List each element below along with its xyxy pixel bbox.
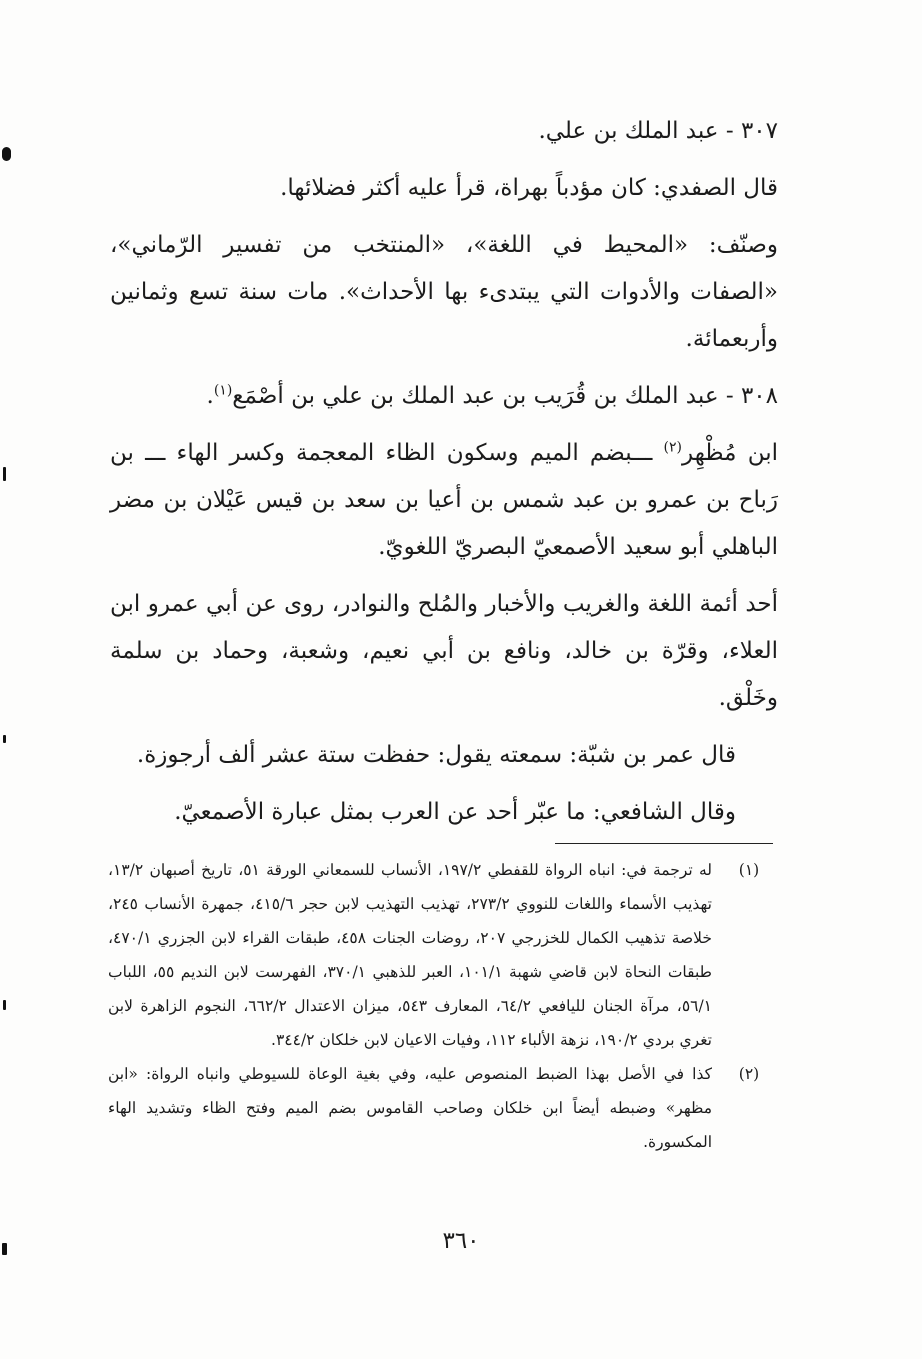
- main-text: [110, 108, 778, 836]
- paragraph-umar-quote: قال عمر بن شبّة: سمعته يقول: حفظت ستة عشر ألف أرجوزة.: [136, 742, 736, 768]
- footnote-number: (٢): [738, 1065, 760, 1083]
- scan-mark: [3, 467, 6, 481]
- scan-mark: [2, 1243, 7, 1255]
- entry-308-heading: [110, 373, 778, 420]
- footnote-2: [108, 1057, 774, 1159]
- paragraph-lineage: [110, 430, 778, 571]
- scan-mark: [2, 147, 11, 161]
- scan-mark: [3, 735, 6, 743]
- entry-307-heading: ٣٠٧ - عبد الملك بن علي.: [538, 118, 778, 144]
- paragraph-shafii-quote: وقال الشافعي: ما عبّر أحد عن العرب بمثل عبارة الأصمعيّ.: [174, 799, 736, 825]
- lineage-rest: ـــبضم الميم وسكون الظاء المعجمة وكسر الهاء ـــ بن رَباح بن عمرو بن عبد شمس بن أعيا بن سعد بن قيس عَيْلان بن مضر الباهلي أبو سعيد الأصمعيّ البصريّ اللغويّ.: [110, 440, 778, 560]
- footnote-1: [108, 853, 774, 1057]
- footnote-ref-1: (١): [213, 382, 233, 399]
- paragraph-safadi: قال الصفدي: كان مؤدباً بهراة، قرأ عليه أكثر فضلائها.: [280, 175, 778, 201]
- footnote-divider: [555, 843, 773, 844]
- scan-mark: [3, 1000, 6, 1010]
- page-number: ٣٦٠: [442, 1228, 480, 1254]
- footnote-number: (١): [738, 861, 760, 879]
- footnotes: [108, 853, 774, 1159]
- entry-308-end: .: [206, 383, 214, 409]
- paragraph-imams: أحد أئمة اللغة والغريب والأخبار والمُلح والنوادر، روى عن أبي عمرو ابن العلاء، وقرّة بن خالد، ونافع بن أبي نعيم، وشعبة، وحماد بن سلمة وخَلْق.: [110, 591, 778, 711]
- footnote-text: له ترجمة في: انباه الرواة للقفطي ١٩٧/٢، الأنساب للسمعاني الورقة ٥١، تاريخ أصبهان ١٣/٢، تهذيب الأسماء واللغات للنووي ٢٧٣/٢، تهذيب التهذيب لابن حجر ٤١٥/٦، جمهرة الأنساب ٢٤٥، خلاصة تذهيب الكمال للخزرجي ٢٠٧، روضات الجنات ٤٥٨، طبقات القراء لابن الجزري ٤٧٠/١، طبقات النحاة لابن قاضي شهبة ١٠١/١، العبر للذهبي ٣٧٠/١، الفهرست لابن النديم ٥٥، اللباب ٥٦/١، مرآة الجنان لليافعي ٦٤/٢، المعارف ٥٤٣، ميزان الاعتدال ٦٦٢/٢، النجوم الزاهرة لابن تغري بردي ١٩٠/٢، نزهة الألباء ١١٢، وفيات الاعيان لابن خلكان ٣٤٤/٢.: [108, 861, 713, 1049]
- lineage-start: ابن مُظْهِر: [682, 440, 778, 466]
- footnote-text: كذا في الأصل بهذا الضبط المنصوص عليه، وفي بغية الوعاة للسيوطي وانباه الرواة: «ابن مظهر» وضبطه أيضاً ابن خلكان وصاحب القاموس بضم الميم وفتح الظاء وتشديد الهاء المكسورة.: [108, 1065, 712, 1151]
- paragraph-works: وصنّف: «المحيط في اللغة»، «المنتخب من تفسير الرّماني»، «الصفات والأدوات التي يبتدىء بها الأحداث». مات سنة تسع وثمانين وأربعمائة.: [110, 232, 778, 352]
- entry-308-title: ٣٠٨ - عبد الملك بن قُرَيب بن عبد الملك بن علي بن أصْمَع: [232, 383, 778, 409]
- footnote-ref-2: (٢): [663, 439, 683, 456]
